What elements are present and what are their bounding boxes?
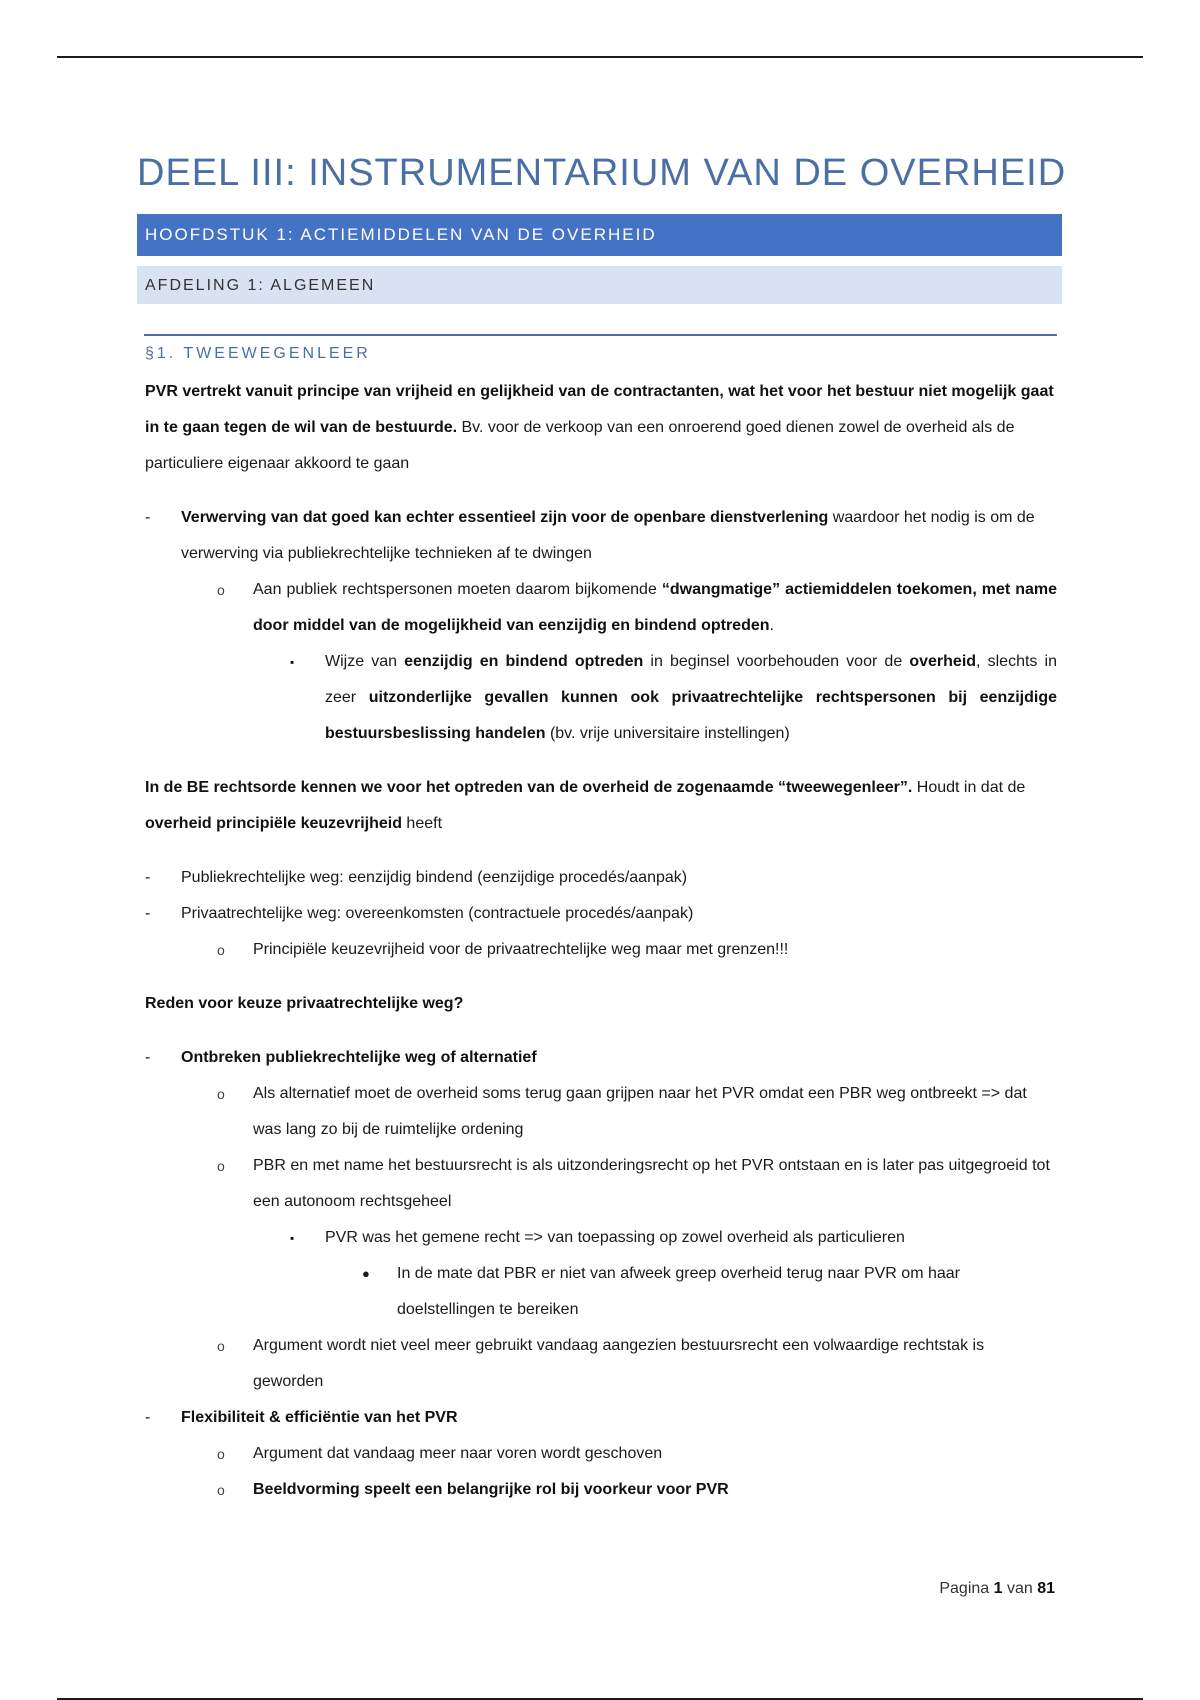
question-paragraph: Reden voor keuze privaatrechtelijke weg? (145, 995, 464, 1012)
page-title: DEEL III: INSTRUMENTARIUM VAN DE OVERHEID (137, 152, 1067, 194)
header-rule (57, 56, 1143, 58)
dash-marker: - (145, 1409, 151, 1426)
tweewegenleer-paragraph: In de BE rechtsorde kennen we voor het optreden van de overheid de zogenaamde “tweewegenleer”. Houdt in dat de overheid principiële keuzevrijheid heeft (145, 779, 1026, 832)
circle-marker: o (217, 1482, 225, 1498)
list-item: - Verwerving van dat goed kan echter essentieel zijn voor de openbare dienstverlening waardoor het nodig is om de verwerving via publiekrechtelijke technieken af te dwingen (145, 500, 1057, 572)
page-number: Pagina 1 van 81 (939, 1580, 1055, 1597)
dash-marker: - (145, 869, 151, 886)
circle-marker: o (217, 1158, 225, 1174)
list-item: - Ontbreken publiekrechtelijke weg of alternatief (145, 1040, 1057, 1076)
document-page (137, 150, 1067, 1508)
dash-marker: - (145, 1049, 151, 1066)
paragraph-heading-rule (144, 334, 1057, 336)
list-item: o Principiële keuzevrijheid voor de privaatrechtelijke weg maar met grenzen!!! (145, 932, 1057, 968)
list-item: o Argument dat vandaag meer naar voren wordt geschoven (145, 1436, 1057, 1472)
section-heading: AFDELING 1: ALGEMEEN (137, 266, 1062, 304)
list-item: ▪ PVR was het gemene recht => van toepassing op zowel overheid als particulieren (145, 1220, 1057, 1256)
intro-bold: PVR vertrekt vanuit principe van vrijheid en gelijkheid van de contractanten, wat het voor het bestuur niet mogelijk gaat in te gaan tegen de wil van de bestuurde. (145, 383, 1054, 436)
dash-marker: - (145, 905, 151, 922)
list-item: ● In de mate dat PBR er niet van afweek greep overheid terug naar PVR om haar doelstellingen te bereiken (145, 1256, 1057, 1328)
list-item: o Argument wordt niet veel meer gebruikt vandaag aangezien bestuursrecht een volwaardige rechtstak is geworden (145, 1328, 1057, 1400)
dash-marker: - (145, 509, 151, 526)
dot-marker: ● (362, 1266, 370, 1281)
circle-marker: o (217, 582, 225, 598)
list-item: o Als alternatief moet de overheid soms terug gaan grijpen naar het PVR omdat een PBR weg ontbreekt => dat was lang zo bij de ruimtelijke ordening (145, 1076, 1057, 1148)
square-marker: ▪ (290, 655, 295, 669)
list-item: - Publiekrechtelijke weg: eenzijdig bindend (eenzijdige procedés/aanpak) (145, 860, 1057, 896)
list-item: - Flexibiliteit & efficiëntie van het PVR (145, 1400, 1057, 1436)
intro-paragraph (145, 374, 1057, 482)
list-item: o PBR en met name het bestuursrecht is als uitzonderingsrecht op het PVR ontstaan en is later pas uitgegroeid tot een autonoom rechtsgeheel (145, 1148, 1057, 1220)
paragraph-heading: §1. TWEEWEGENLEER (145, 345, 371, 362)
circle-marker: o (217, 1338, 225, 1354)
circle-marker: o (217, 1446, 225, 1462)
chapter-heading: HOOFDSTUK 1: ACTIEMIDDELEN VAN DE OVERHEID (137, 214, 1062, 256)
list-item: ▪ Wijze van eenzijdig en bindend optreden in beginsel voorbehouden voor de overheid, slechts in zeer uitzonderlijke gevallen kunnen ook privaatrechtelijke rechtspersonen bij eenzijdige bestuursbeslissing handelen (bv. vrije universitaire instellingen) (145, 644, 1057, 752)
list-item: o Aan publiek rechtspersonen moeten daarom bijkomende “dwangmatige” actiemiddelen toekomen, met name door middel van de mogelijkheid van eenzijdig en bindend optreden. (145, 572, 1057, 644)
list-item: - Privaatrechtelijke weg: overeenkomsten (contractuele procedés/aanpak) (145, 896, 1057, 932)
circle-marker: o (217, 1086, 225, 1102)
circle-marker: o (217, 942, 225, 958)
square-marker: ▪ (290, 1231, 295, 1245)
list-item: o Beeldvorming speelt een belangrijke rol bij voorkeur voor PVR (145, 1472, 1057, 1508)
intro-rest: Bv. voor de verkoop van een onroerend goed dienen zowel de overheid als de particuliere eigenaar akkoord te gaan (145, 419, 1015, 472)
